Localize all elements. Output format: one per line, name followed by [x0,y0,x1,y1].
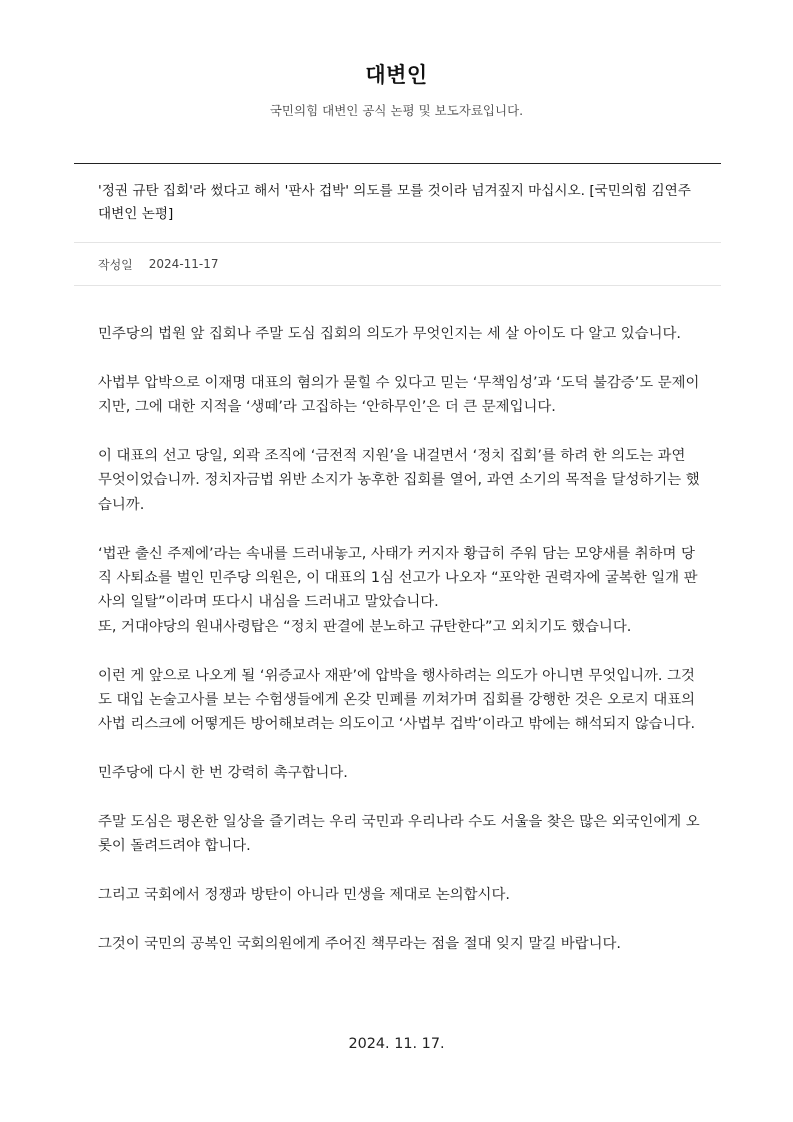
article-title: '정권 규탄 집회'라 썼다고 해서 '판사 겁박' 의도를 모를 것이라 넘겨짚지 마십시오. [국민의힘 김연주 대변인 논평] [74,164,721,243]
body-paragraph: 이 대표의 선고 당일, 외곽 조직에 ‘금전적 지원’을 내걸면서 ‘정치 집회’를 하려 한 의도는 과연 무엇이었습니까. 정치자금법 위반 소지가 농후한 집회를 열어, 과연 소기의 목적을 달성하기는 했습니까. [98,448,700,513]
body-paragraph: 사법부 압박으로 이재명 대표의 혐의가 묻힐 수 있다고 믿는 ‘무책임성’과 ‘도덕 불감증’도 문제이지만, 그에 대한 지적을 ‘생떼’라 고집하는 ‘안하무인’은 더 큰 문제입니다. [98,374,700,416]
date-label: 작성일 [98,257,133,272]
site-subtitle: 국민의힘 대변인 공식 논평 및 보도자료입니다. [269,103,524,118]
site-header [0,60,793,120]
article-meta [74,243,721,286]
body-paragraph: 이런 게 앞으로 나오게 될 ‘위증교사 재판’에 압박을 행사하려는 의도가 아니면 무엇입니까. 그것도 대입 논술고사를 보는 수험생들에게 온갖 민폐를 끼쳐가며 집회를 강행한 것은 오로지 대표의 사법 리스크에 어떻게든 방어해보려는 의도이고 ‘사법부 겁박’이라고 밖에는 해석되지 않습니다. [98,667,696,733]
body-paragraph: 그리고 국회에서 정쟁과 방탄이 아니라 민생을 제대로 논의합시다. [98,887,510,904]
site-title: 대변인 [365,63,428,87]
body-paragraph: 민주당에 다시 한 번 강력히 촉구합니다. [98,765,348,782]
article-header [74,163,721,286]
date-value: 2024-11-17 [148,257,219,271]
body-paragraph: ‘법관 출신 주제에’라는 속내를 드러내놓고, 사태가 커지자 황급히 주워 담는 모양새를 취하며 당직 사퇴쇼를 벌인 민주당 의원은, 이 대표의 1심 선고가 나오자 “포악한 권력자에 굴복한 일개 판사의 일탈”이라며 또다시 내심을 드러내고 말았습니다. 또, 거대야당의 원내사령탑은 “정치 판결에 분노하고 규탄한다”고 외치기도 했습니다. [98,545,698,635]
body-paragraph: 민주당의 법원 앞 집회나 주말 도심 집회의 의도가 무엇인지는 세 살 아이도 다 알고 있습니다. [98,326,681,342]
body-paragraph: 그것이 국민의 공복인 국회의원에게 주어진 책무라는 점을 절대 잊지 말길 바랍니다. [98,936,621,953]
body-paragraph: 주말 도심은 평온한 일상을 즐기려는 우리 국민과 우리나라 수도 서울을 찾은 많은 외국인에게 오롯이 돌려드려야 합니다. [98,814,700,855]
closing-date: 2024. 11. 17. [348,1036,445,1052]
article-body [98,322,702,981]
